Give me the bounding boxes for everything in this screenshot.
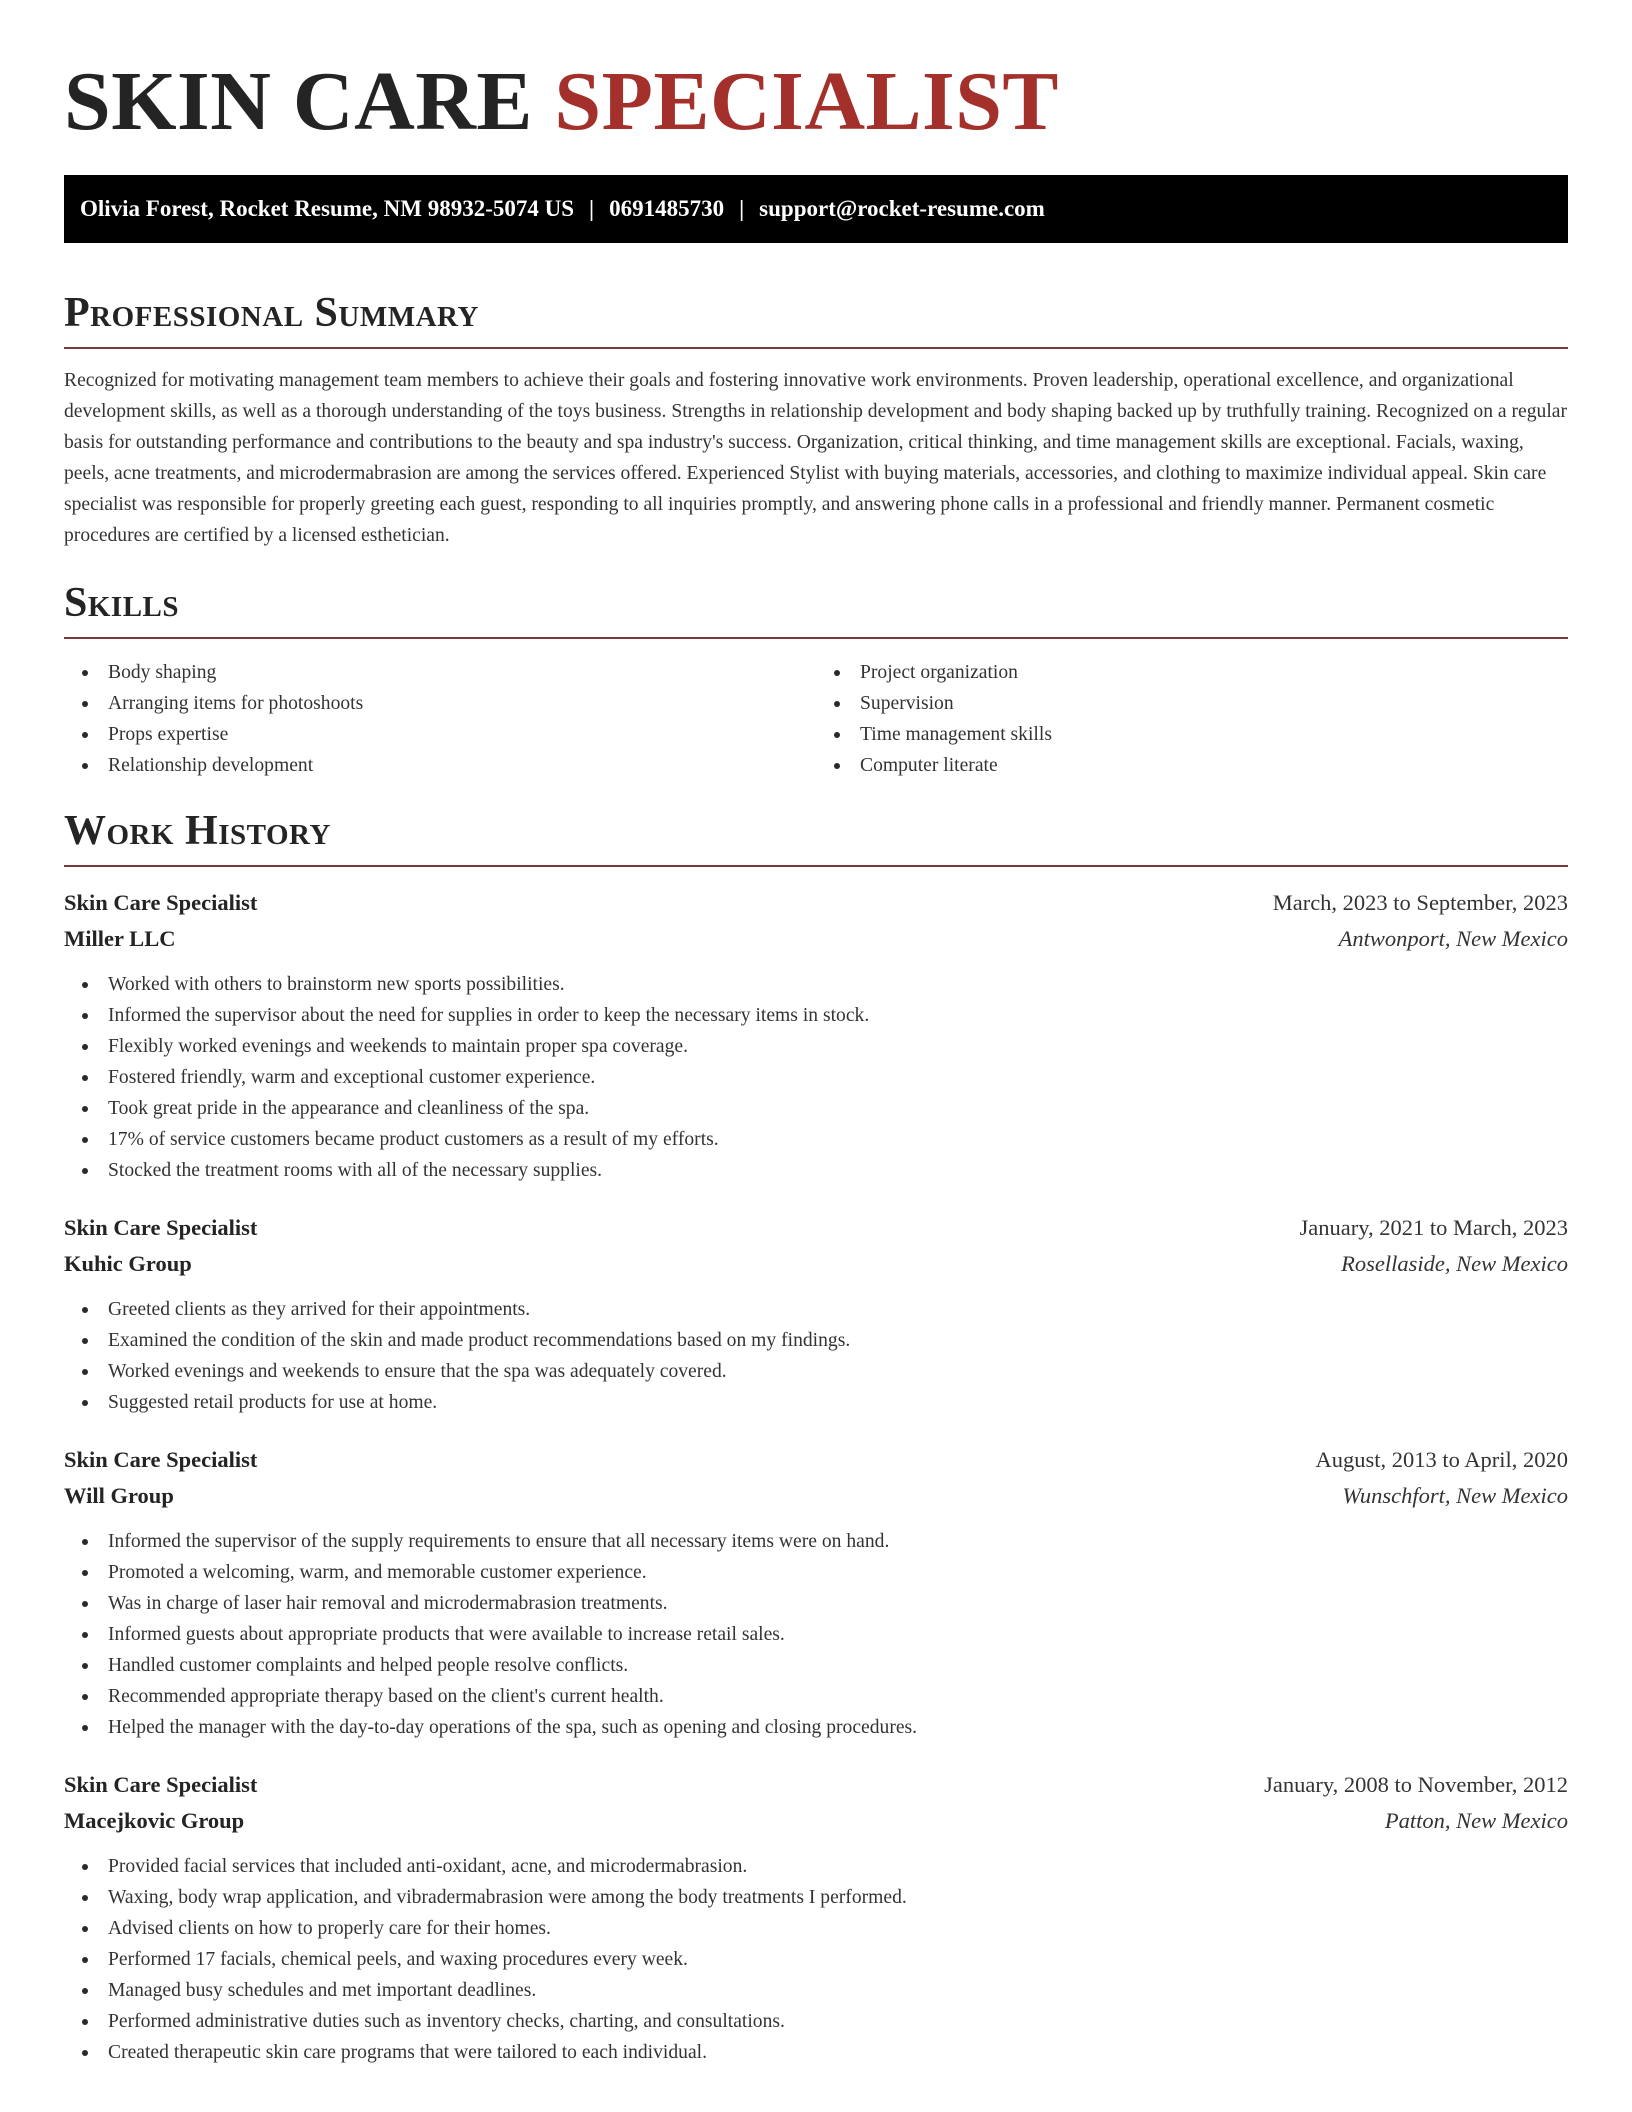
list-item: Informed the supervisor about the need for supplies in order to keep the necessary items in stock. — [64, 1000, 1568, 1031]
list-item: Created therapeutic skin care programs that were tailored to each individual. — [64, 2037, 1568, 2068]
list-item: Examined the condition of the skin and made product recommendations based on my findings. — [64, 1325, 1568, 1356]
section-divider — [64, 347, 1568, 349]
list-item: Was in charge of laser hair removal and microdermabrasion treatments. — [64, 1588, 1568, 1619]
skills-list — [64, 657, 1568, 781]
job-header-row — [64, 1767, 1568, 1803]
job-entry — [64, 1210, 1568, 1418]
job-entry — [64, 1767, 1568, 2068]
list-item: Handled customer complaints and helped people resolve conflicts. — [64, 1650, 1568, 1681]
work-history-heading: Work History — [64, 808, 331, 855]
skills-left-list — [64, 657, 816, 781]
list-item: Props expertise — [64, 719, 816, 750]
job-location: Patton, New Mexico — [1384, 1808, 1568, 1834]
job-entry — [64, 1442, 1568, 1743]
list-item: Stocked the treatment rooms with all of the necessary supplies. — [64, 1155, 1568, 1186]
job-duties-list — [64, 969, 1568, 1186]
list-item: Performed administrative duties such as inventory checks, charting, and consultations. — [64, 2006, 1568, 2037]
section-divider — [64, 637, 1568, 639]
list-item: Flexibly worked evenings and weekends to maintain proper spa coverage. — [64, 1031, 1568, 1062]
list-item: Project organization — [816, 657, 1568, 688]
list-item: Worked with others to brainstorm new sports possibilities. — [64, 969, 1568, 1000]
list-item: Computer literate — [816, 750, 1568, 781]
list-item: Promoted a welcoming, warm, and memorable customer experience. — [64, 1557, 1568, 1588]
section-divider — [64, 865, 1568, 867]
list-item: Body shaping — [64, 657, 816, 688]
skills-column-left — [64, 657, 816, 781]
job-title: Skin Care Specialist — [64, 1447, 258, 1473]
job-company: Will Group — [64, 1483, 174, 1509]
list-item: Waxing, body wrap application, and vibradermabrasion were among the body treatments I performed. — [64, 1882, 1568, 1913]
contact-separator: | — [589, 195, 595, 221]
list-item: Supervision — [816, 688, 1568, 719]
job-duties-list — [64, 1851, 1568, 2068]
job-duties-list — [64, 1294, 1568, 1418]
list-item: Suggested retail products for use at home. — [64, 1387, 1568, 1418]
job-duties-list — [64, 1526, 1568, 1743]
skills-heading: Skills — [64, 579, 180, 626]
job-location: Wunschfort, New Mexico — [1342, 1483, 1568, 1509]
list-item: Managed busy schedules and met important deadlines. — [64, 1975, 1568, 2006]
list-item: Informed guests about appropriate products that were available to increase retail sales. — [64, 1619, 1568, 1650]
job-entry — [64, 885, 1568, 1186]
list-item: Informed the supervisor of the supply requirements to ensure that all necessary items were on hand. — [64, 1526, 1568, 1557]
title-accent: SPECIALIST — [554, 55, 1059, 148]
list-item: 17% of service customers became product customers as a result of my efforts. — [64, 1124, 1568, 1155]
job-header-row — [64, 1210, 1568, 1246]
job-dates: March, 2023 to September, 2023 — [1272, 890, 1568, 916]
job-company: Kuhic Group — [64, 1251, 192, 1277]
resume-title — [64, 54, 1568, 151]
job-dates: January, 2021 to March, 2023 — [1299, 1215, 1568, 1241]
list-item: Took great pride in the appearance and cleanliness of the spa. — [64, 1093, 1568, 1124]
job-company: Miller LLC — [64, 926, 176, 952]
contact-address: Olivia Forest, Rocket Resume, NM 98932-5074 US — [80, 195, 575, 221]
job-location: Rosellaside, New Mexico — [1341, 1251, 1568, 1277]
skills-right-list — [816, 657, 1568, 781]
job-company-row — [64, 1246, 1568, 1282]
contact-email: support@rocket-resume.com — [759, 195, 1045, 221]
contact-separator: | — [739, 195, 745, 221]
job-header-row — [64, 885, 1568, 921]
title-primary: SKIN CARE — [64, 55, 533, 148]
job-company-row — [64, 1803, 1568, 1839]
list-item: Relationship development — [64, 750, 816, 781]
job-company: Macejkovic Group — [64, 1808, 245, 1834]
job-location: Antwonport, New Mexico — [1338, 926, 1568, 952]
list-item: Greeted clients as they arrived for their appointments. — [64, 1294, 1568, 1325]
job-title: Skin Care Specialist — [64, 890, 258, 916]
list-item: Advised clients on how to properly care for their homes. — [64, 1913, 1568, 1944]
job-company-row — [64, 1478, 1568, 1514]
list-item: Performed 17 facials, chemical peels, and waxing procedures every week. — [64, 1944, 1568, 1975]
list-item: Time management skills — [816, 719, 1568, 750]
summary-heading: Professional Summary — [64, 289, 479, 336]
job-title: Skin Care Specialist — [64, 1772, 258, 1798]
list-item: Helped the manager with the day-to-day operations of the spa, such as opening and closing procedures. — [64, 1712, 1568, 1743]
job-company-row — [64, 921, 1568, 957]
list-item: Worked evenings and weekends to ensure that the spa was adequately covered. — [64, 1356, 1568, 1387]
list-item: Fostered friendly, warm and exceptional customer experience. — [64, 1062, 1568, 1093]
job-dates: January, 2008 to November, 2012 — [1264, 1772, 1568, 1798]
list-item: Arranging items for photoshoots — [64, 688, 816, 719]
job-title: Skin Care Specialist — [64, 1215, 258, 1241]
job-header-row — [64, 1442, 1568, 1478]
list-item: Recommended appropriate therapy based on the client's current health. — [64, 1681, 1568, 1712]
work-history-list — [64, 885, 1568, 2068]
job-dates: August, 2013 to April, 2020 — [1315, 1447, 1568, 1473]
summary-text: Recognized for motivating management team members to achieve their goals and fostering innovative work environments. Proven leadership, operational excellence, and organizational development skills, as well as a thorough understanding of the toys business. Strengths in relationship development and body shaping backed up by truthfully training. Recognized on a regular basis for outstanding performance and contributions to the beauty and spa industry's success. Organization, critical thinking, and time management skills are exceptional. Facials, waxing, peels, acne treatments, and microdermabrasion are among the services offered. Experienced Stylist with buying materials, accessories, and clothing to maximize individual appeal. Skin care specialist was responsible for properly greeting each guest, responding to all inquiries promptly, and answering phone calls in a professional and friendly manner. Permanent cosmetic procedures are certified by a licensed esthetician. — [64, 369, 1567, 546]
skills-column-right — [816, 657, 1568, 781]
contact-phone: 0691485730 — [609, 195, 725, 221]
list-item: Provided facial services that included anti-oxidant, acne, and microdermabrasion. — [64, 1851, 1568, 1882]
contact-bar — [64, 175, 1568, 243]
